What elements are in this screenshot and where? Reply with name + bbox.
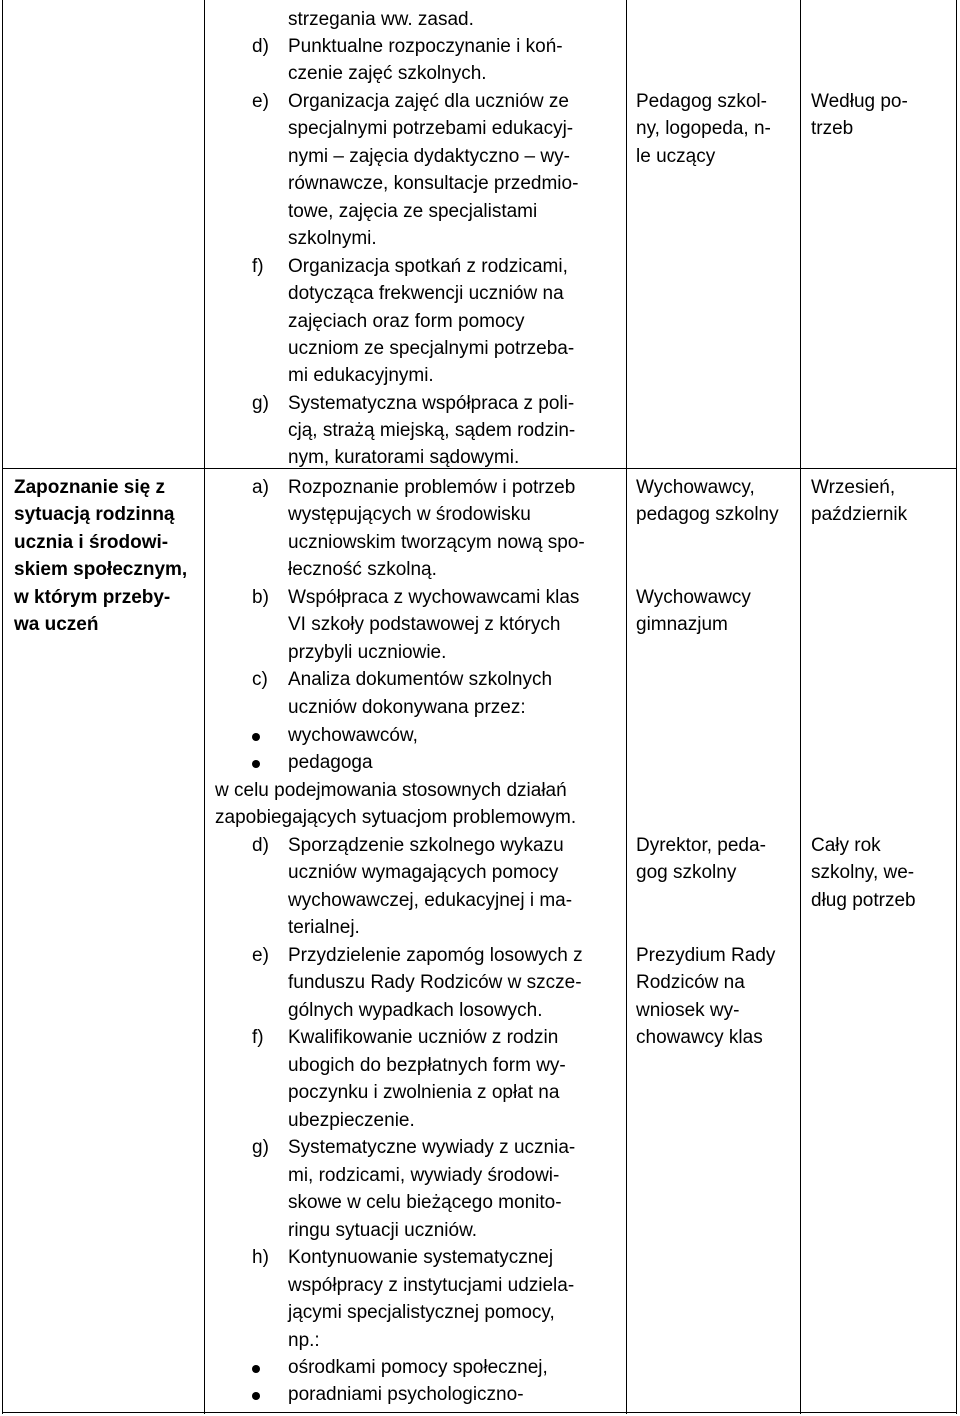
action-text-line: ringu sytuacji uczniów. (288, 1220, 478, 1241)
bullet-icon (252, 1365, 260, 1373)
column-divider-task (204, 0, 205, 1414)
action-text-line: zajęciach oraz form pomocy (288, 311, 525, 332)
action-text-line: szkolnymi. (288, 228, 377, 249)
action-text-line: mi edukacyjnymi. (288, 365, 434, 386)
responsible-line: ny, logopeda, n- (636, 118, 771, 139)
responsible-line: chowawcy klas (636, 1027, 763, 1048)
responsible-line: le uczący (636, 146, 716, 167)
action-marker: e) (252, 91, 269, 112)
column-divider-responsible (800, 0, 801, 1414)
action-text-line: w celu podejmowania stosownych działań (215, 780, 567, 801)
action-text-line: Przydzielenie zapomóg losowych z (288, 945, 583, 966)
action-text-line: mi, rodzicami, wywiady środowi- (288, 1165, 560, 1186)
action-text-line: Organizacja spotkań z rodzicami, (288, 256, 568, 277)
table-border-left (2, 0, 3, 1414)
deadline-line: Cały rok (811, 835, 881, 856)
action-text-line: współpracy z instytucjami udziela- (288, 1275, 575, 1296)
action-text-line: Rozpoznanie problemów i potrzeb (288, 477, 576, 498)
action-text-line: łeczność szkolną. (288, 559, 437, 580)
responsible-line: Prezydium Rady (636, 945, 776, 966)
responsible-line: Rodziców na (636, 972, 745, 993)
responsible-line: Wychowawcy (636, 587, 751, 608)
task-title-line: Zapoznanie się z (14, 477, 165, 498)
action-marker: h) (252, 1247, 269, 1268)
action-text-line: Organizacja zajęć dla uczniów ze (288, 91, 569, 112)
deadline-line: dług potrzeb (811, 890, 916, 911)
action-text-line: cją, strażą miejską, sądem rodzin- (288, 420, 576, 441)
action-text-line: przybyli uczniowie. (288, 642, 447, 663)
action-text-line: nymi – zajęcia dydaktyczno – wy- (288, 146, 570, 167)
responsible-line: wniosek wy- (636, 1000, 740, 1021)
action-text-line: specjalnymi potrzebami edukacyj- (288, 118, 574, 139)
action-text-line: skowe w celu bieżącego monito- (288, 1192, 562, 1213)
bullet-icon (252, 1392, 260, 1400)
action-text-line: uczniów dokonywana przez: (288, 697, 526, 718)
bullet-item-text: poradniami psychologiczno- (288, 1384, 524, 1405)
action-marker: f) (252, 256, 264, 277)
action-marker: d) (252, 36, 269, 57)
action-text-line: Kwalifikowanie uczniów z rodzin (288, 1027, 559, 1048)
action-text-line: wychowawczej, edukacyjnej i ma- (288, 890, 573, 911)
responsible-line: gog szkolny (636, 862, 737, 883)
action-text-line: Punktualne rozpoczynanie i koń- (288, 36, 563, 57)
responsible-line: Wychowawcy, (636, 477, 755, 498)
action-text-line: dotycząca frekwencji uczniów na (288, 283, 564, 304)
task-title-line: wa uczeń (14, 614, 99, 635)
action-text-line: Systematyczne wywiady z ucznia- (288, 1137, 576, 1158)
action-text-line: strzegania ww. zasad. (288, 9, 474, 30)
action-text-line: nym, kuratorami sądowymi. (288, 447, 520, 468)
action-text-line: ubezpieczenie. (288, 1110, 415, 1131)
action-text-line: terialnej. (288, 917, 360, 938)
column-divider-actions (626, 0, 627, 1414)
task-title-line: skiem społecznym, (14, 559, 188, 580)
responsible-line: Dyrektor, peda- (636, 835, 766, 856)
action-marker: b) (252, 587, 269, 608)
bullet-icon (252, 733, 260, 741)
responsible-line: gimnazjum (636, 614, 728, 635)
action-text-line: uczniom ze specjalnymi potrzeba- (288, 338, 575, 359)
task-title-line: sytuacją rodzinną (14, 504, 175, 525)
action-text-line: Systematyczna współpraca z poli- (288, 393, 575, 414)
action-marker: c) (252, 669, 268, 690)
action-marker: e) (252, 945, 269, 966)
action-text-line: uczniowskim tworzącym nową spo- (288, 532, 585, 553)
action-text-line: Sporządzenie szkolnego wykazu (288, 835, 564, 856)
action-text-line: zapobiegających sytuacjom problemowym. (215, 807, 577, 828)
table-border-bottom (2, 1412, 957, 1413)
task-title-line: w którym przeby- (14, 587, 171, 608)
table-border-right (956, 0, 957, 1414)
action-text-line: poczynku i zwolnienia z opłat na (288, 1082, 560, 1103)
bullet-item-text: ośrodkami pomocy społecznej, (288, 1357, 548, 1378)
deadline-line: październik (811, 504, 908, 525)
action-text-line: gólnych wypadkach losowych. (288, 1000, 543, 1021)
action-text-line: towe, zajęcia ze specjalistami (288, 201, 538, 222)
bullet-icon (252, 760, 260, 768)
action-marker: g) (252, 1137, 269, 1158)
action-text-line: funduszu Rady Rodziców w szcze- (288, 972, 582, 993)
deadline-line: trzeb (811, 118, 854, 139)
deadline-line: Wrzesień, (811, 477, 896, 498)
bullet-item-text: pedagoga (288, 752, 373, 773)
responsible-line: pedagog szkolny (636, 504, 779, 525)
deadline-line: szkolny, we- (811, 862, 915, 883)
action-text-line: Kontynuowanie systematycznej (288, 1247, 554, 1268)
deadline-line: Według po- (811, 91, 908, 112)
bullet-item-text: wychowawców, (288, 725, 418, 746)
action-marker: g) (252, 393, 269, 414)
action-marker: d) (252, 835, 269, 856)
action-text-line: ubogich do bezpłatnych form wy- (288, 1055, 566, 1076)
action-marker: f) (252, 1027, 264, 1048)
responsible-line: Pedagog szkol- (636, 91, 767, 112)
action-text-line: uczniów wymagających pomocy (288, 862, 559, 883)
action-text-line: Analiza dokumentów szkolnych (288, 669, 553, 690)
action-text-line: jącymi specjalistycznej pomocy, (288, 1302, 555, 1323)
task-title-line: ucznia i środowi- (14, 532, 169, 553)
action-text-line: równawcze, konsultacje przedmio- (288, 173, 579, 194)
action-marker: a) (252, 477, 269, 498)
action-text-line: występujących w środowisku (288, 504, 531, 525)
action-text-line: np.: (288, 1330, 320, 1351)
action-text-line: czenie zajęć szkolnych. (288, 63, 487, 84)
action-text-line: VI szkoły podstawowej z których (288, 614, 561, 635)
action-text-line: Współpraca z wychowawcami klas (288, 587, 580, 608)
